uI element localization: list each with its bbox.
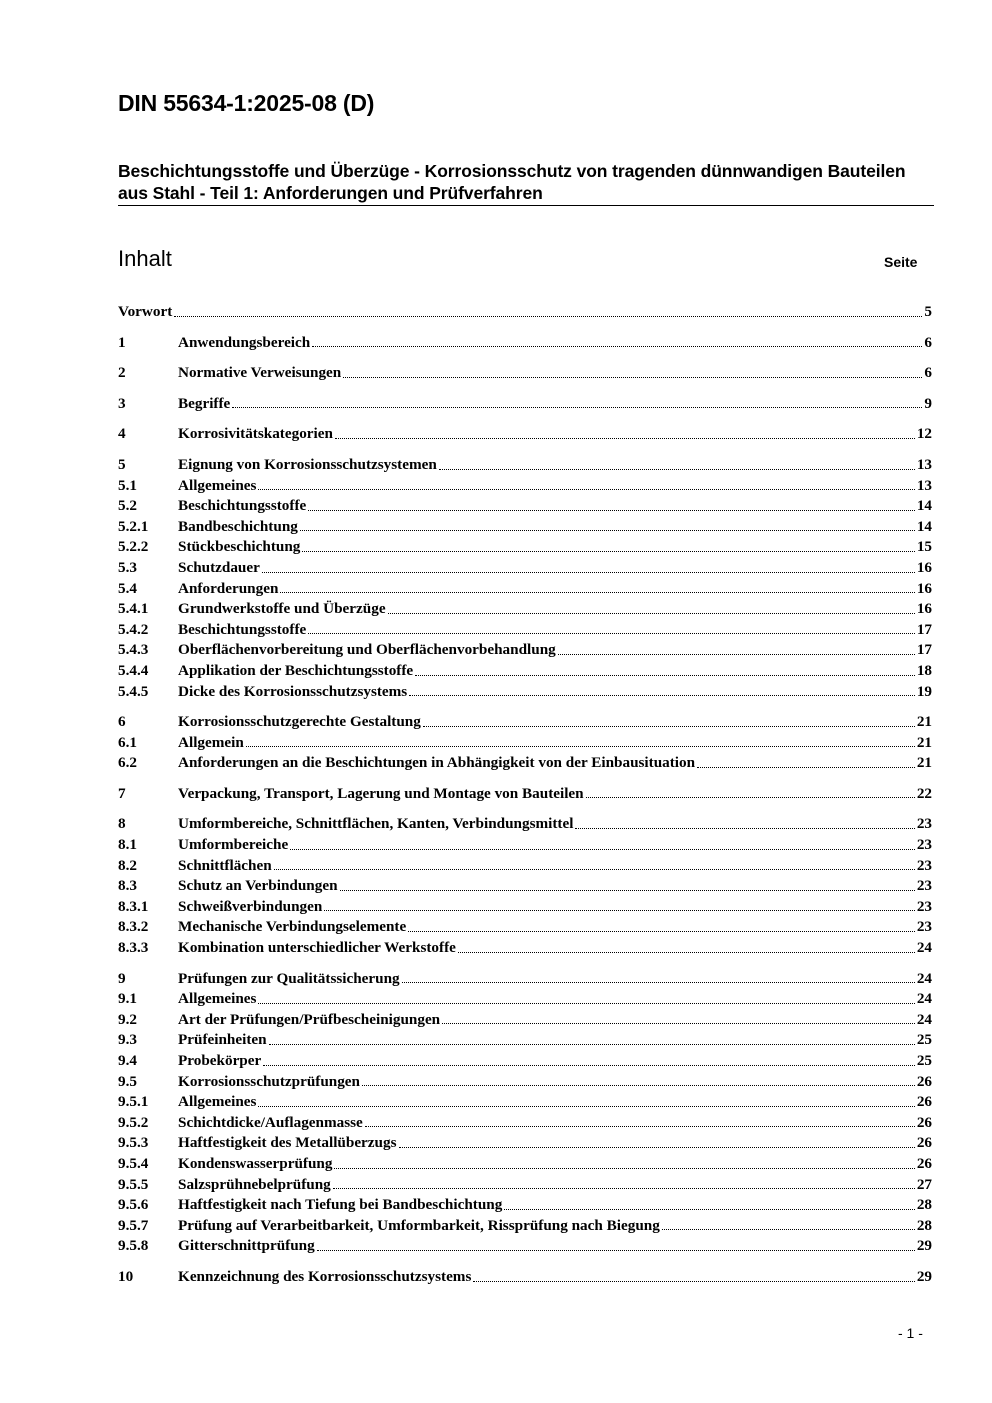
toc-entry-page: 23 [916,918,932,936]
toc-entry-label: Umformbereiche [178,836,289,854]
document-title: Beschichtungsstoffe und Überzüge - Korrosionsschutz von tragenden dünnwandigen Bauteilen aus Stahl - Teil 1: Anforderungen und Prüfverfahren [118,161,906,203]
toc-entry-label: Verpackung, Transport, Lagerung und Montage von Bauteilen [178,784,584,802]
toc-entry[interactable] [118,733,932,754]
toc-entry-label: Allgemeines [178,990,257,1008]
toc-heading: Inhalt [118,246,172,271]
toc-dot-leader [365,1125,915,1127]
toc-dot-leader [312,345,922,347]
toc-dot-leader [408,930,915,932]
toc-dot-leader [558,653,915,655]
toc-entry-label: Gitterschnittprüfung [178,1237,315,1255]
toc-dot-leader [324,909,914,911]
toc-entry[interactable] [118,455,932,476]
toc-entry-number: 8.3 [118,877,137,895]
toc-entry[interactable] [118,517,932,538]
toc-dot-leader [290,848,915,850]
toc-entry[interactable] [118,394,932,415]
toc-entry-page: 18 [916,661,932,679]
toc-entry-page: 21 [916,754,932,772]
toc-entry-number: 8.3.2 [118,918,149,936]
toc-entry-label: Prüfeinheiten [178,1031,267,1049]
toc-entry-label: Schutzdauer [178,558,260,576]
toc-dot-leader [258,1105,914,1107]
toc-entry[interactable] [118,661,932,682]
toc-entry[interactable] [118,558,932,579]
toc-entry-label: Eignung von Korrosionsschutzsystemen [178,455,437,473]
toc-entry-number: 5.1 [118,476,137,494]
toc-entry-label: Stückbeschichtung [178,538,301,556]
toc-entry[interactable] [118,876,932,897]
toc-dot-leader [258,488,914,490]
toc-entry-label: Vorwort [118,303,173,320]
toc-entry-number: 8.2 [118,856,137,874]
toc-dot-leader [246,745,915,747]
toc-entry-label: Schweißverbindungen [178,897,323,915]
toc-entry[interactable] [118,1010,932,1031]
toc-entry[interactable] [118,302,932,323]
toc-dot-leader [439,468,915,470]
toc-entry-number: 9 [118,969,126,987]
toc-entry-page: 21 [916,713,932,731]
toc-entry-number: 9.5.6 [118,1196,149,1214]
toc-entry-label: Kondenswasserprüfung [178,1154,333,1172]
toc-entry-number: 9.5 [118,1072,137,1090]
toc-dot-leader [232,406,922,408]
toc-entry-number: 5.3 [118,558,137,576]
toc-entry[interactable] [118,1092,932,1113]
toc-entry-page: 6 [924,364,932,382]
toc-entry[interactable] [118,814,932,835]
toc-entry-number: 5.4.1 [118,600,149,618]
toc-entry-label: Allgemein [178,733,244,751]
toc-entry-label: Allgemeines [178,476,257,494]
toc-entry-number: 6.1 [118,733,137,751]
toc-dot-leader [343,376,922,378]
toc-entry[interactable] [118,835,932,856]
toc-entry[interactable] [118,333,932,354]
toc-entry-page: 17 [916,641,932,659]
toc-entry-label: Probekörper [178,1052,262,1069]
toc-entry-number: 8.3.3 [118,939,149,957]
toc-entry-page: 24 [916,969,932,987]
toc-entry-page: 27 [916,1175,932,1193]
toc-entry[interactable] [118,1267,932,1288]
toc-entry-page: 14 [916,497,932,515]
toc-entry-page: 16 [916,600,932,618]
toc-entry-label: Schichtdicke/Auflagenmasse [178,1113,363,1131]
toc-dot-leader [263,1064,915,1066]
toc-dot-leader [362,1084,915,1086]
toc-entry-number: 9.5.3 [118,1134,149,1152]
toc-dot-leader [302,550,914,552]
toc-entry[interactable] [118,1154,932,1175]
toc-dot-leader [575,827,914,829]
toc-entry-number: 5.2.2 [118,538,149,556]
toc-entry[interactable] [118,599,932,620]
toc-entry-page: 16 [916,579,932,597]
toc-entry-page: 16 [916,558,932,576]
toc-entry-number: 3 [118,394,126,412]
toc-entry-label: Allgemeines [178,1093,257,1111]
toc-entry-page: 23 [916,856,932,874]
toc-entry-number: 8 [118,815,126,833]
toc-dot-leader [458,951,915,953]
toc-entry-number: 5.2 [118,497,137,515]
toc-entry-label: Begriffe [178,394,231,412]
toc-entry-page: 15 [916,538,932,556]
toc-entry-number: 9.2 [118,1010,137,1028]
toc-entry-page: 13 [916,476,932,494]
toc-entry-label: Anwendungsbereich [178,333,311,351]
toc-entry-number: 5.4.5 [118,682,149,700]
toc-entry[interactable] [118,1133,932,1154]
toc-dot-leader [174,315,922,317]
toc-entry-number: 5.2.1 [118,517,149,535]
toc-entry-page: 29 [916,1267,932,1285]
toc-entry-label: Korrosivitätskategorien [178,425,333,443]
toc-entry-number: 4 [118,425,126,443]
toc-entry-page: 12 [916,425,932,443]
toc-dot-leader [269,1043,915,1045]
toc-entry-label: Schutz an Verbindungen [178,877,338,895]
toc-entry-label: Oberflächenvorbereitung und Oberflächenvorbehandlung [178,641,556,659]
toc-entry[interactable] [118,1072,932,1093]
toc-entry-label: Schnittflächen [178,856,272,874]
toc-dot-leader [317,1249,915,1251]
toc-entry-number: 9.5.1 [118,1093,149,1111]
toc-dot-leader [333,1187,915,1189]
toc-entry-label: Kennzeichnung des Korrosionsschutzsystems [178,1267,472,1285]
toc-entry-page: 28 [916,1216,932,1234]
toc-entry-label: Umformbereiche, Schnittflächen, Kanten, Verbindungsmittel [178,815,574,833]
toc-entry[interactable] [118,537,932,558]
toc-dot-leader [308,509,915,511]
toc-entry-label: Korrosionsschutzprüfungen [178,1072,360,1090]
toc-dot-leader [697,766,915,768]
toc-entry[interactable] [118,969,932,990]
toc-entry-label: Kombination unterschiedlicher Werkstoffe [178,939,456,957]
toc-entry-page: 17 [916,620,932,638]
toc-dot-leader [423,725,915,727]
toc-entry-number: 9.5.8 [118,1237,149,1255]
toc-entry-page: 26 [916,1093,932,1111]
toc-dot-leader [258,1002,914,1004]
toc-entry-number: 5.4.3 [118,641,149,659]
toc-entry-number: 6.2 [118,754,137,772]
toc-entry[interactable] [118,784,932,805]
toc-dot-leader [586,796,915,798]
toc-dot-leader [442,1022,915,1024]
toc-entry-number: 8.3.1 [118,897,149,915]
toc-dot-leader [415,674,915,676]
toc-entry-label: Haftfestigkeit nach Tiefung bei Bandbeschichtung [178,1196,503,1214]
toc-entry-page: 23 [916,836,932,854]
toc-entry-label: Normative Verweisungen [178,364,342,382]
toc-entry[interactable] [118,682,932,703]
toc-entry-page: 24 [916,939,932,957]
toc-entry[interactable] [118,620,932,641]
toc-dot-leader [399,1146,915,1148]
toc-entry[interactable] [118,363,932,384]
toc-entry-number: 9.5.4 [118,1154,149,1172]
toc-entry-page: 19 [916,682,932,700]
toc-entry-number: 5.4.4 [118,661,149,679]
toc-entry[interactable] [118,1030,932,1051]
toc-entry-page: 23 [916,877,932,895]
toc-entry-number: 9.5.2 [118,1113,149,1131]
toc-entry-number: 9.4 [118,1052,137,1069]
toc-entry[interactable] [118,1195,932,1216]
toc-entry-page: 26 [916,1113,932,1131]
toc-entry[interactable] [118,1113,932,1134]
toc-entry-label: Anforderungen [178,579,279,597]
footer-page-number: - 1 - [898,1325,923,1341]
toc-entry-label: Mechanische Verbindungselemente [178,918,407,936]
toc-entry-label: Dicke des Korrosionsschutzsystems [178,682,408,700]
toc-entry[interactable] [118,1236,932,1257]
toc-entry-page: 25 [916,1031,932,1049]
toc-entry-label: Grundwerkstoffe und Überzüge [178,600,386,618]
toc-entry-number: 10 [118,1267,134,1285]
toc-entry[interactable] [118,938,932,959]
toc-dot-leader [473,1280,914,1282]
toc-entry-number: 5 [118,455,126,473]
toc-entry[interactable] [118,1216,932,1237]
toc-entry-page: 29 [916,1237,932,1255]
toc-entry-page: 23 [916,897,932,915]
toc-entry[interactable] [118,1051,932,1072]
toc-entry-page: 23 [916,815,932,833]
toc-dot-leader [504,1208,914,1210]
toc-dot-leader [300,529,915,531]
toc-entry[interactable] [118,640,932,661]
toc-entry-page: 26 [916,1134,932,1152]
toc-entry-number: 5.4.2 [118,620,149,638]
toc-entry-number: 9.5.7 [118,1216,149,1234]
toc-entry-label: Prüfungen zur Qualitätssicherung [178,969,400,987]
toc-entry-label: Haftfestigkeit des Metallüberzugs [178,1134,397,1152]
toc-entry[interactable] [118,712,932,733]
toc-entry-label: Anforderungen an die Beschichtungen in Abhängigkeit von der Einbausituation [178,754,696,772]
toc-entry-label: Applikation der Beschichtungsstoffe [178,661,414,679]
toc-dot-leader [280,591,914,593]
title-divider [118,205,934,206]
toc-entry-label: Bandbeschichtung [178,517,298,535]
toc-entry-page: 5 [924,303,932,320]
toc-entry-number: 8.1 [118,836,137,854]
toc-dot-leader [308,632,915,634]
toc-entry[interactable] [118,753,932,774]
toc-entry-label: Salzsprühnebelprüfung [178,1175,331,1193]
toc-entry[interactable] [118,917,932,938]
toc-entry-number: 7 [118,784,126,802]
toc-entry-number: 2 [118,364,126,382]
toc-entry[interactable] [118,897,932,918]
toc-entry-page: 28 [916,1196,932,1214]
toc-entry-label: Prüfung auf Verarbeitbarkeit, Umformbarkeit, Rissprüfung nach Biegung [178,1216,660,1234]
toc-page-column-label: Seite [884,254,918,270]
toc-entry-page: 25 [916,1052,932,1069]
toc-entry-number: 1 [118,333,126,351]
toc-entry[interactable] [118,424,932,445]
toc-entry-page: 26 [916,1154,932,1172]
toc-entry-label: Art der Prüfungen/Prüfbescheinigungen [178,1010,441,1028]
toc-entry[interactable] [118,856,932,877]
toc-entry-number: 9.3 [118,1031,137,1049]
toc-entry-number: 5.4 [118,579,137,597]
toc-entry-page: 24 [916,1010,932,1028]
toc-entry-page: 13 [916,455,932,473]
toc-dot-leader [274,868,915,870]
toc-dot-leader [340,889,915,891]
toc-dot-leader [334,1167,914,1169]
toc-entry-page: 26 [916,1072,932,1090]
toc-entry-page: 21 [916,733,932,751]
toc-entry-page: 24 [916,990,932,1008]
toc-dot-leader [388,612,915,614]
toc-entry[interactable] [118,579,932,600]
toc-entry[interactable] [118,496,932,517]
toc-entry-page: 14 [916,517,932,535]
toc-entry[interactable] [118,989,932,1010]
toc-dot-leader [402,981,915,983]
toc-entry-page: 9 [924,394,932,412]
table-of-contents [118,302,932,1288]
toc-entry-label: Korrosionsschutzgerechte Gestaltung [178,713,421,731]
toc-dot-leader [662,1228,915,1230]
toc-entry[interactable] [118,1175,932,1196]
toc-entry-label: Beschichtungsstoffe [178,620,307,638]
toc-entry-number: 9.5.5 [118,1175,149,1193]
toc-entry-number: 6 [118,713,126,731]
toc-dot-leader [262,571,915,573]
toc-dot-leader [335,437,915,439]
toc-entry-label: Beschichtungsstoffe [178,497,307,515]
toc-entry-page: 6 [924,333,932,351]
toc-dot-leader [409,694,915,696]
document-id: DIN 55634-1:2025-08 (D) [118,90,375,116]
toc-entry-number: 9.1 [118,990,137,1008]
toc-entry[interactable] [118,476,932,497]
toc-entry-page: 22 [916,784,932,802]
